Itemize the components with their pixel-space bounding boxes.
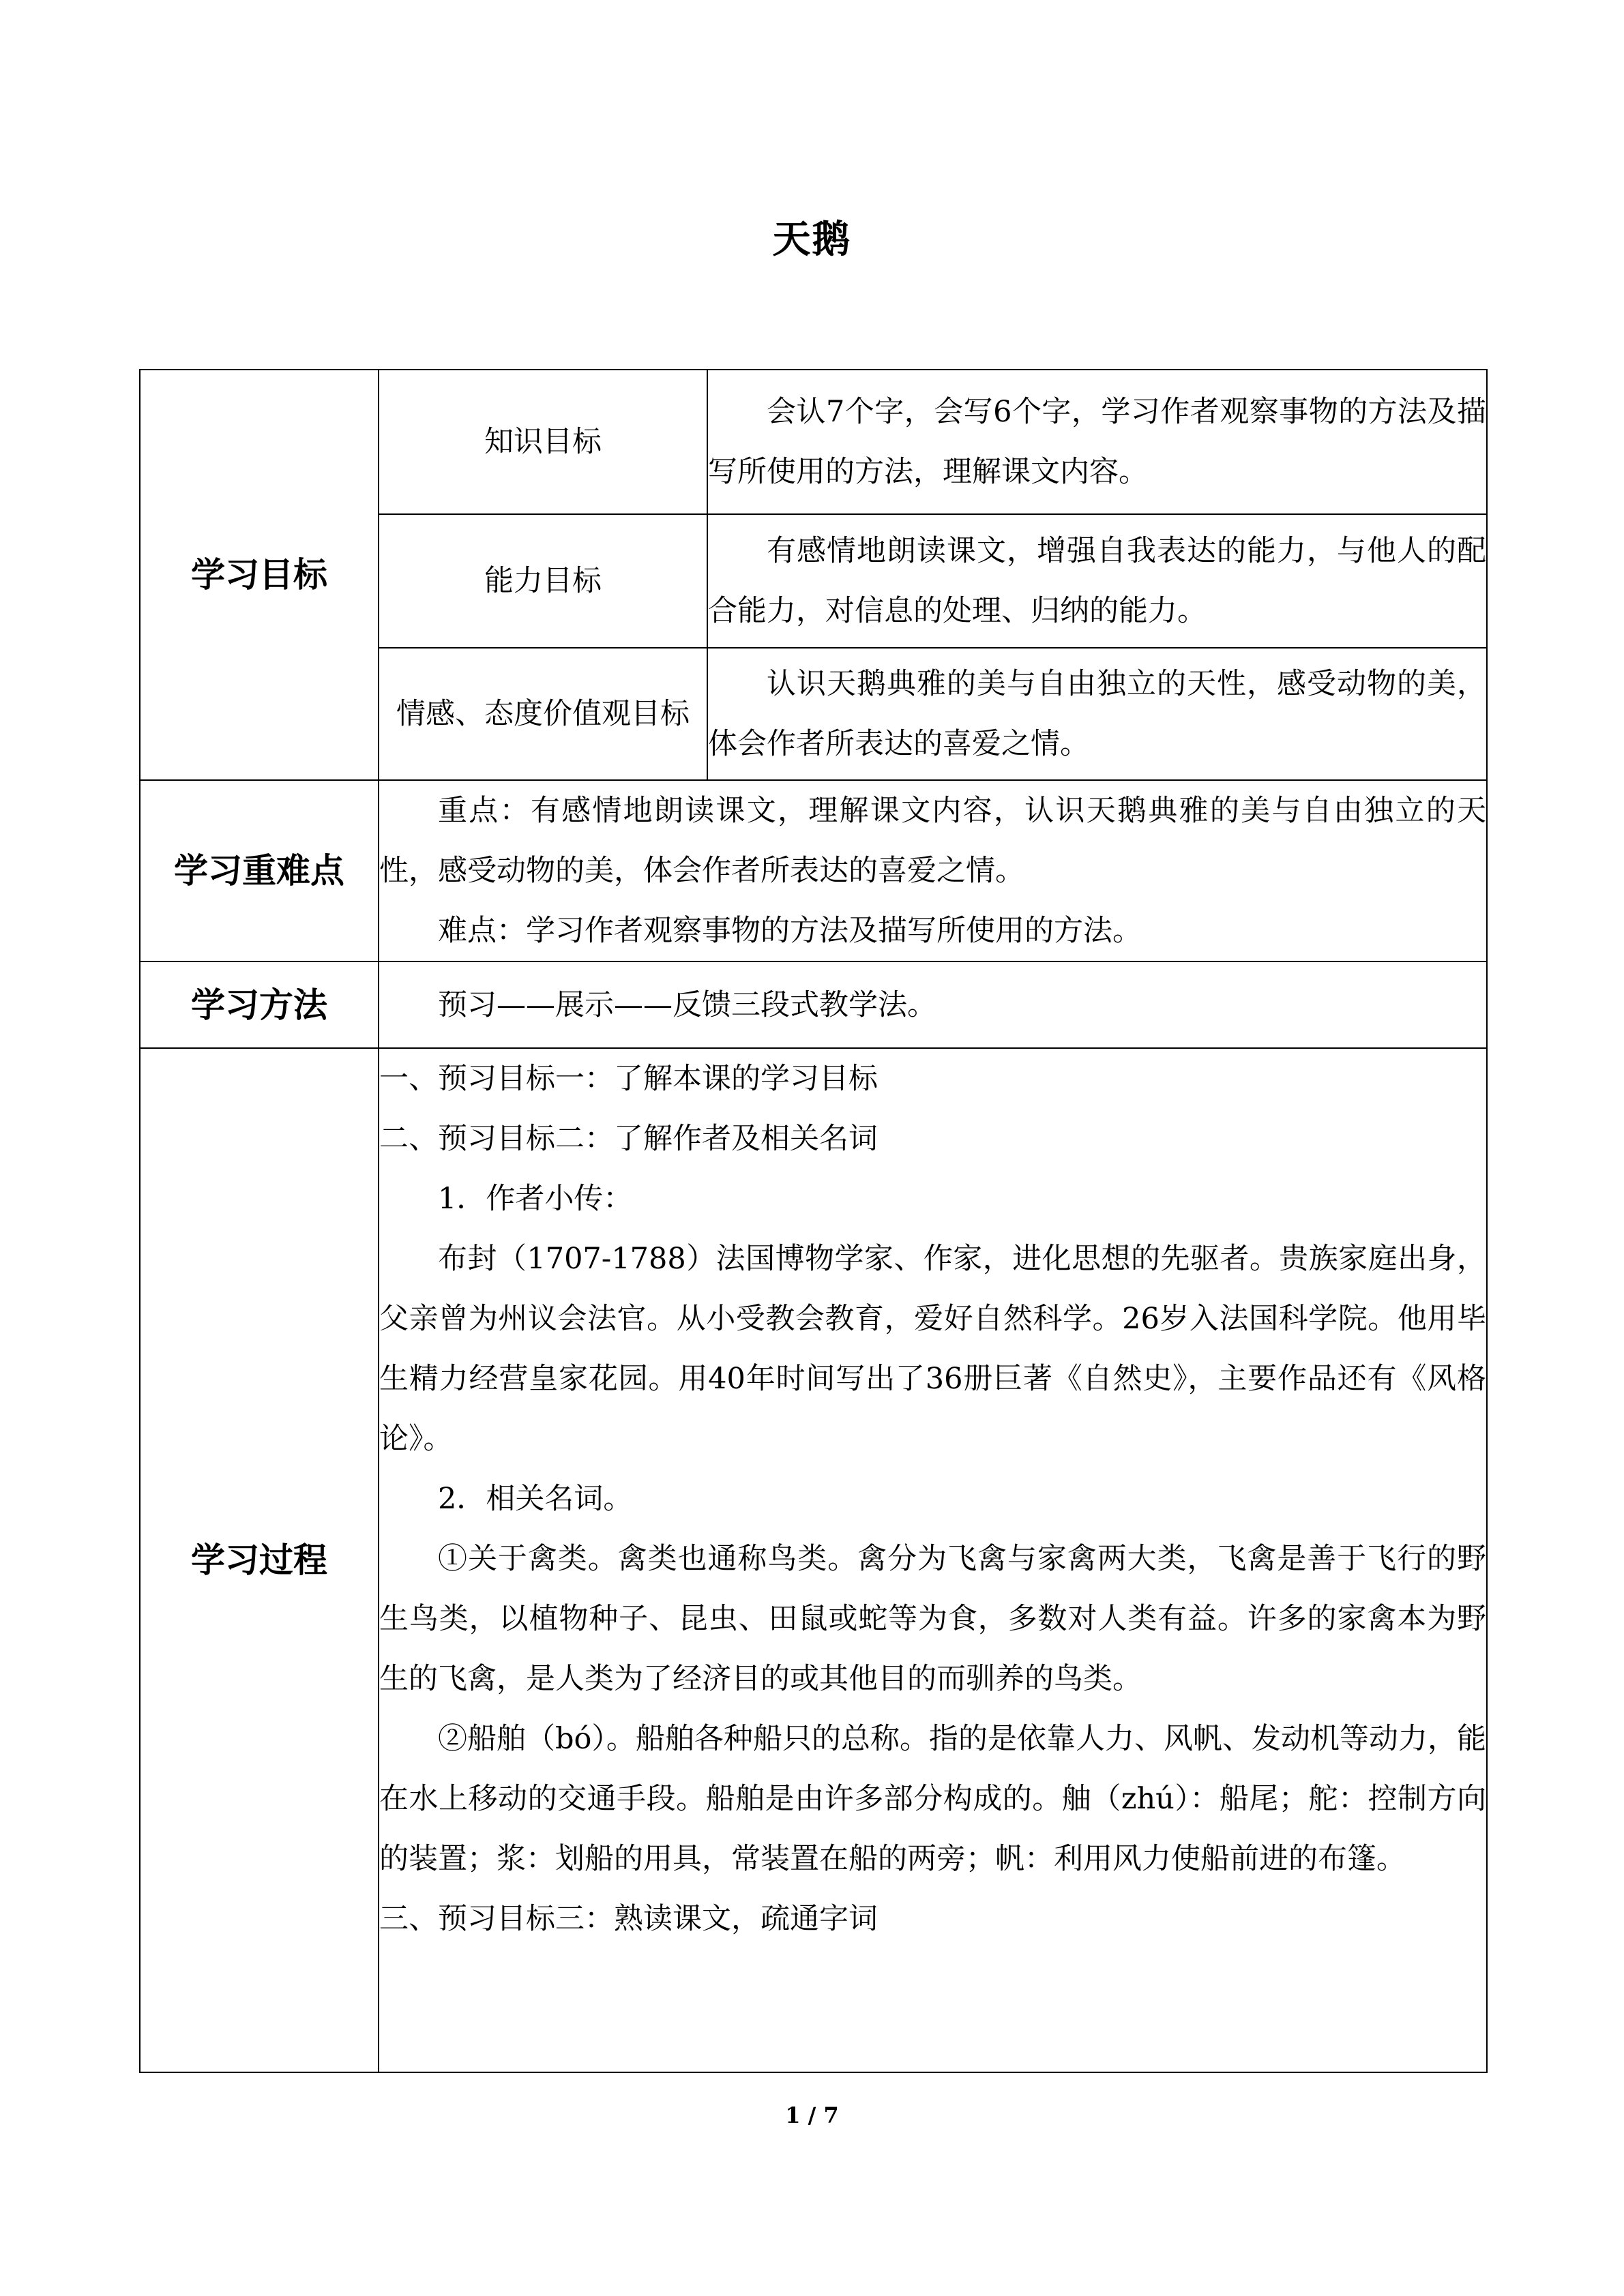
goal-text-knowledge: 会认7个字，会写6个字，学习作者观察事物的方法及描写所使用的方法，理解课文内容。 (708, 395, 1486, 489)
goal-label-ability: 能力目标 (379, 514, 707, 648)
process-row (140, 1048, 1487, 2072)
goal-row-knowledge (140, 370, 1487, 514)
method-cell (379, 961, 1487, 1048)
process-line: 二、预习目标二：了解作者及相关名词 (379, 1122, 878, 1156)
method-row (140, 961, 1487, 1048)
lesson-plan-table (139, 369, 1488, 2073)
difficult-point-line: 难点：学习作者观察事物的方法及描写所使用的方法。 (438, 914, 1142, 948)
key-points-cell (379, 780, 1487, 961)
page-title: 天鹅 (772, 218, 852, 262)
key-points-row (140, 780, 1487, 961)
goal-cell-ability (707, 514, 1487, 648)
section-heading-process: 学习过程 (140, 1048, 379, 2072)
process-line: 布封（1707-1788）法国博物学家、作家，进化思想的先驱者。贵族家庭出身，父亲曾为州议会法官。从小受教会教育，爱好自然科学。26岁入法国科学院。他用毕生精力经营皇家花园。用40年时间写出了36册巨著《自然史》，主要作品还有《风格论》。 (379, 1242, 1486, 1456)
goal-text-emotion: 认识天鹅典雅的美与自由独立的天性，感受动物的美，体会作者所表达的喜爱之情。 (708, 667, 1486, 761)
goal-cell-emotion (707, 648, 1487, 780)
section-heading-goals: 学习目标 (140, 370, 379, 780)
section-heading-method: 学习方法 (140, 961, 379, 1048)
process-line: ①关于禽类。禽类也通称鸟类。禽分为飞禽与家禽两大类，飞禽是善于飞行的野生鸟类，以植物种子、昆虫、田鼠或蛇等为食，多数对人类有益。许多的家禽本为野生的飞禽，是人类为了经济目的或其他目的而驯养的鸟类。 (379, 1542, 1486, 1696)
process-line: 2．相关名词。 (438, 1482, 633, 1516)
process-line: ②船舶（bó）。船舶各种船只的总称。指的是依靠人力、风帆、发动机等动力，能在水上移动的交通手段。船舶是由许多部分构成的。舳（zhú）：船尾；舵：控制方向的装置；浆：划船的用具，常装置在船的两旁；帆：利用风力使船前进的布篷。 (379, 1722, 1486, 1876)
process-cell (379, 1048, 1487, 2072)
process-line: 1．作者小传： (438, 1182, 633, 1216)
process-line: 三、预习目标三：熟读课文，疏通字词 (379, 1902, 878, 1936)
process-line: 一、预习目标一：了解本课的学习目标 (379, 1062, 878, 1096)
key-point-line: 重点：有感情地朗读课文，理解课文内容，认识天鹅典雅的美与自由独立的天性，感受动物的美，体会作者所表达的喜爱之情。 (379, 794, 1486, 888)
section-heading-key-points: 学习重难点 (140, 780, 379, 961)
method-text: 预习——展示——反馈三段式教学法。 (438, 987, 936, 1022)
goal-label-knowledge: 知识目标 (379, 370, 707, 514)
goal-text-ability: 有感情地朗读课文，增强自我表达的能力，与他人的配合能力，对信息的处理、归纳的能力。 (708, 534, 1486, 628)
page-indicator: 1 / 7 (785, 2102, 839, 2128)
goal-label-emotion: 情感、态度价值观目标 (379, 648, 707, 780)
goal-cell-knowledge (707, 370, 1487, 514)
